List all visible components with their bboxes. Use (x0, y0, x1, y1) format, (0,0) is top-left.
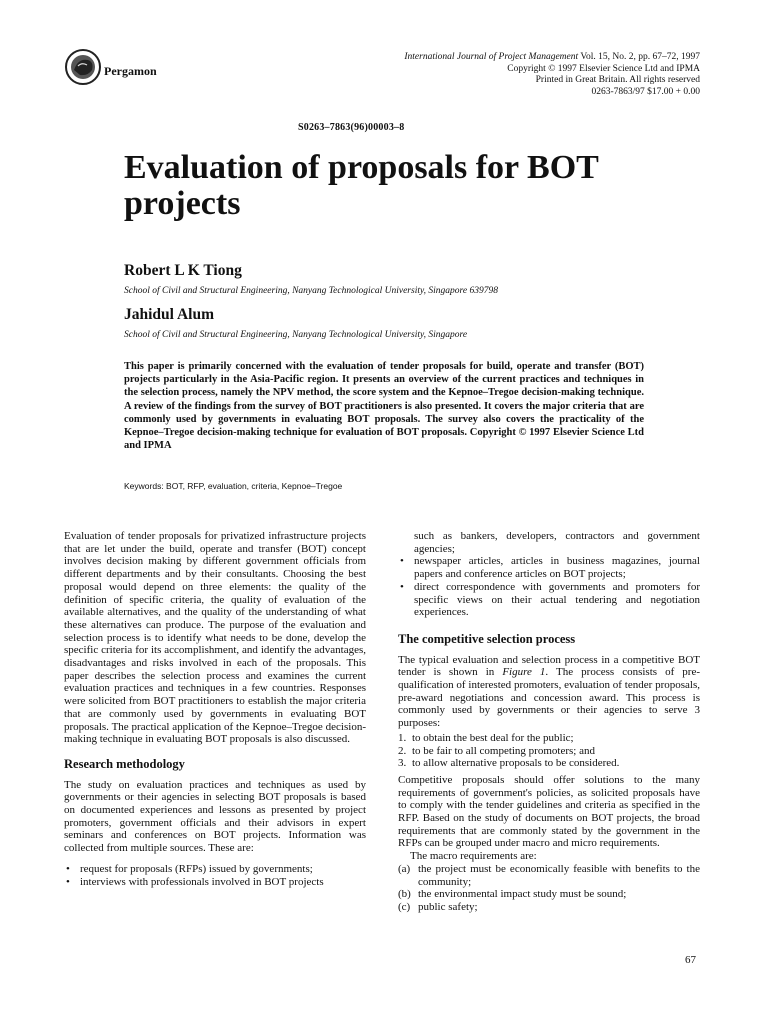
purposes-list (398, 732, 700, 770)
list-item: • interviews with professionals involved in BOT projects (64, 876, 366, 889)
author-name-2: Jahidul Alum (124, 306, 215, 323)
printed-line: Printed in Great Britain. All rights reserved (535, 75, 700, 85)
author-affiliation-1: School of Civil and Structural Engineering, Nanyang Technological University, Singapore 639798 (124, 286, 498, 296)
section-heading-competitive-selection: The competitive selection process (398, 631, 576, 646)
list-item: • request for proposals (RFPs) issued by governments; (64, 863, 366, 876)
journal-info (280, 52, 700, 98)
section-heading-research-methodology: Research methodology (64, 756, 185, 771)
author-affiliation-2: School of Civil and Structural Engineering, Nanyang Technological University, Singapore (124, 330, 468, 340)
doi-code: S0263–7863(96)00003–8 (298, 122, 405, 133)
requirements-paragraph: Competitive proposals should offer solutions to the many requirements of government's policies, as solicited proposals have to comply with the tender guidelines and criteria as specified in the RFP. Based on the study of documents on BOT projects, the broad requirements that are commonly stated by the government in the RFPs can be grouped under macro and micro requirements. (398, 773, 700, 850)
list-continuation: such as bankers, developers, contractors and government agencies; (414, 530, 700, 555)
abstract: This paper is primarily concerned with the evaluation of tender proposals for build, operate and transfer (BOT) projects particularly in the Asia-Pacific region. It presents an overview of the current practices and techniques in the selection process, namely the NPV method, the score system and the Kepnoe–Tregoe decision-making technique. A review of the findings from the survey of BOT practitioners is also presented. It covers the major criteria that are commonly used by governments in evaluating BOT proposals. The survey also covers the practicality of the Kepnoe–Tregoe decision-making technique for evaluation of BOT proposals. Copyright © 1997 Elsevier Science Ltd and IPMA (124, 361, 644, 452)
list-item: (a) the project must be economically feasible with benefits to the community; (398, 862, 700, 888)
page-number: 67 (685, 954, 696, 966)
pergamon-logo (64, 48, 102, 86)
list-item: 2. to be fair to all competing promoters; and (398, 744, 595, 757)
sources-list (64, 863, 366, 888)
macro-requirements-list (398, 863, 700, 914)
sources-list-continued (398, 555, 700, 619)
figure-reference: Figure 1 (502, 666, 546, 679)
methodology-paragraph: The study on evaluation practices and techniques as used by governments or their agencies in selecting BOT proposals is based on documented experiences and lessons as presented by project promoters, government officials and their advisors in expert seminars and conferences on BOT projects. Information was collected from multiple sources. These are: (64, 778, 366, 855)
list-item: (b) the environmental impact study must be sound; (398, 888, 627, 901)
list-item: (c) public safety; (398, 900, 478, 913)
copyright-line: Copyright © 1997 Elsevier Science Ltd and IPMA (507, 63, 700, 74)
journal-citation: International Journal of Project Management Vol. 15, No. 2, pp. 67–72, 1997 (404, 52, 700, 62)
list-item: • newspaper articles, articles in business magazines, journal papers and conference articles on BOT projects; (398, 555, 700, 580)
macro-intro: The macro requirements are: (410, 850, 537, 863)
list-item: • direct correspondence with governments and promoters for specific views on their actual tendering and negotiation experiences. (398, 581, 700, 619)
intro-paragraph: Evaluation of tender proposals for privatized infrastructure projects that are let under the build, operate and transfer (BOT) concept involves decision making by different government officials from different departments and by their consultants. Choosing the best proposal would depend on three elements: the quality of the definition of specific criteria, the quality of evaluation of the available alternatives, and the quality of the understanding of what these alternatives can produce. The purpose of the evaluation and selection process is to identify what needs to be done, develop the specific criteria for its accomplishment, and identify the advantages, disadvantages and risks involved in each of the proposals. This paper describes the selection process and examines the current evaluation practices and techniques in a few countries. Responses were solicited from BOT practitioners to establish the major criteria that are commonly used by governments in evaluating BOT proposals. The practical application of the Kepnoe–Tregoe decision-making technique in evaluating BOT proposals is also discussed. (64, 530, 366, 746)
list-item: 1. to obtain the best deal for the public; (398, 731, 574, 744)
selection-paragraph: The typical evaluation and selection process in a competitive BOT tender is shown in Figure 1. The process consists of pre-qualification of interested promoters, evaluation of tender proposals, pre-award negotiations and concession award. This process is commonly used by governments or their agencies to serve 3 purposes: (398, 653, 701, 730)
paper-title: Evaluation of proposals for BOT projects (124, 149, 599, 222)
keywords: Keywords: BOT, RFP, evaluation, criteria, Kepnoe–Tregoe (124, 481, 343, 491)
right-column (398, 530, 700, 914)
author-name-1: Robert L K Tiong (124, 262, 242, 279)
list-item: 3. to allow alternative proposals to be considered. (398, 757, 620, 770)
publisher-name: Pergamon (104, 64, 157, 78)
left-column (64, 530, 366, 888)
price-line: 0263-7863/97 $17.00 + 0.00 (591, 86, 700, 97)
